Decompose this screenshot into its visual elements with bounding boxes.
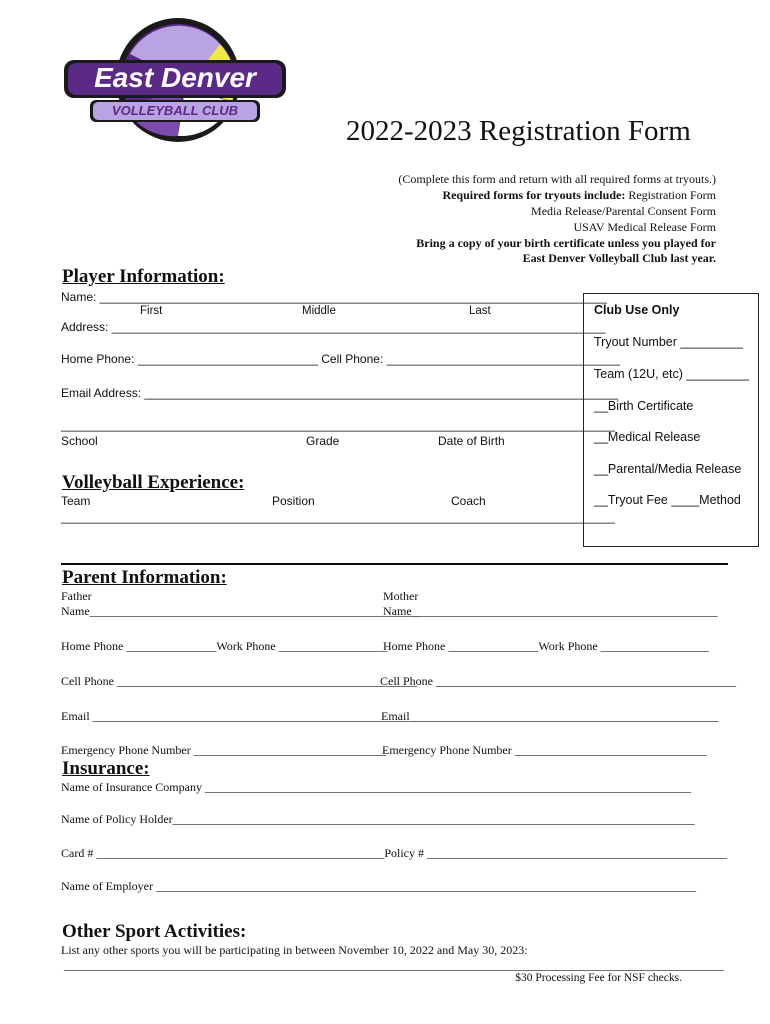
other-sports-prompt: List any other sports you will be participating in between November 10, 2022 and May 30, 2023: <box>61 943 528 957</box>
birth-certificate-check[interactable]: __Birth Certificate <box>594 399 694 413</box>
header-instructions: (Complete this form and return with all required forms at tryouts.) <box>398 172 716 186</box>
mother-label: Mother <box>383 589 419 603</box>
section-divider <box>61 563 728 565</box>
parental-media-check[interactable]: __Parental/Media Release <box>594 462 742 476</box>
insurance-heading: Insurance: <box>62 758 150 779</box>
nsf-fee-note: $30 Processing Fee for NSF checks. <box>515 972 682 984</box>
last-name-label: Last <box>469 305 491 317</box>
father-phones-field[interactable]: Home Phone _______________Work Phone __________________ <box>61 639 387 653</box>
address-field[interactable]: Address: __________________________________________________________________________ <box>61 320 606 334</box>
header-usav: USAV Medical Release Form <box>573 220 716 234</box>
parent-info-heading: Parent Information: <box>62 567 227 588</box>
team-label: Team <box>61 494 91 508</box>
mother-cell-field[interactable]: Cell Phone __________________________________________________ <box>380 674 736 688</box>
other-sports-heading: Other Sport Activities: <box>62 921 247 942</box>
header-required-forms: Required forms for tryouts include: Registration Form <box>442 188 716 202</box>
school-label: School <box>61 434 98 448</box>
experience-heading: Volleyball Experience: <box>62 472 245 493</box>
club-use-box <box>583 293 759 547</box>
club-logo <box>60 14 290 144</box>
position-label: Position <box>272 494 315 508</box>
tryout-number-field[interactable]: Tryout Number _________ <box>594 335 743 349</box>
medical-release-check[interactable]: __Medical Release <box>594 430 701 444</box>
school-grade-dob-field[interactable]: ___________________________________________________________________________________ <box>61 418 615 432</box>
card-policy-field[interactable]: Card # ________________________________________________Policy # __________________________________________________ <box>61 846 727 860</box>
other-sports-field[interactable]: ______________________________________________________________________________________________________________ <box>64 958 724 972</box>
player-name-field[interactable]: Name: ____________________________________________________________________________ <box>61 290 607 304</box>
middle-name-label: Middle <box>302 305 336 317</box>
logo-title: East Denver <box>94 62 256 93</box>
employer-field[interactable]: Name of Employer __________________________________________________________________________________________ <box>61 879 696 893</box>
mother-email-field[interactable]: Email ___________________________________________________ <box>381 709 719 723</box>
experience-field[interactable]: ___________________________________________________________________________________ <box>61 510 615 524</box>
father-cell-field[interactable]: Cell Phone __________________________________________________ <box>61 674 417 688</box>
father-label: Father <box>61 589 92 603</box>
policy-holder-field[interactable]: Name of Policy Holder_______________________________________________________________________________________ <box>61 812 695 826</box>
logo-subtitle: VOLLEYBALL CLUB <box>111 103 239 118</box>
mother-emergency-field[interactable]: Emergency Phone Number ________________________________ <box>382 743 707 757</box>
father-email-field[interactable]: Email ______________________________________________________ <box>61 709 417 723</box>
father-emergency-field[interactable]: Emergency Phone Number ________________________________ <box>61 743 386 757</box>
page-title: 2022-2023 Registration Form <box>346 115 691 147</box>
first-name-label: First <box>140 305 163 317</box>
tryout-fee-field[interactable]: __Tryout Fee ____Method <box>594 493 741 507</box>
player-info-heading: Player Information: <box>62 266 225 287</box>
dob-label: Date of Birth <box>438 434 505 448</box>
mother-name-field[interactable]: Name___________________________________________________ <box>383 604 718 618</box>
club-use-title: Club Use Only <box>594 303 680 317</box>
father-name-field[interactable]: Name_______________________________________________________ <box>61 604 420 618</box>
header-birth-cert: Bring a copy of your birth certificate unless you played for <box>416 236 716 250</box>
insurance-company-field[interactable]: Name of Insurance Company _________________________________________________________________________________ <box>61 780 691 794</box>
mother-phones-field[interactable]: Home Phone _______________Work Phone __________________ <box>383 639 709 653</box>
grade-label: Grade <box>306 434 340 448</box>
email-field[interactable]: Email Address: _______________________________________________________________________ <box>61 386 619 400</box>
header-media-release: Media Release/Parental Consent Form <box>531 204 716 218</box>
phone-fields[interactable]: Home Phone: ___________________________ Cell Phone: ___________________________________ <box>61 352 621 366</box>
team-field[interactable]: Team (12U, etc) _________ <box>594 367 749 381</box>
coach-label: Coach <box>451 494 486 508</box>
header-played-last-year: East Denver Volleyball Club last year. <box>522 251 716 265</box>
